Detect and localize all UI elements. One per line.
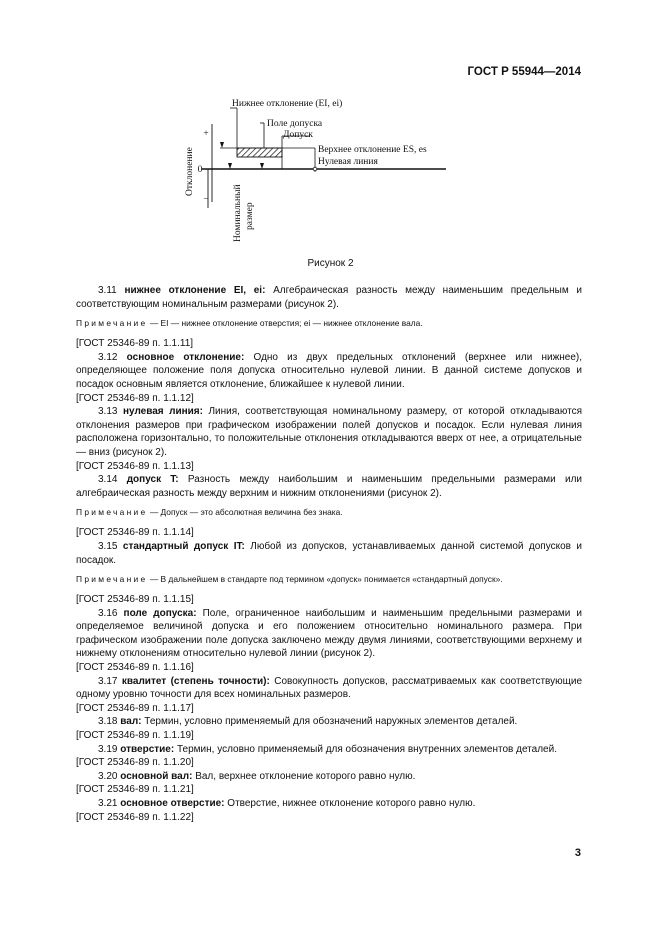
nominal-size-label-1: Номинальный xyxy=(233,184,243,242)
section-3-16: 3.16 поле допуска: Поле, ограниченное наибольшим и наименьшим предельными размерами и определяемое величиной допуска и его положением относительно номинального размера. При графическом изображении поле допуска заключено между двумя линиями, соответствующими верхнему и нижнему отклонениям относительно нулевой линии (рисунок 2). xyxy=(76,607,583,660)
section-3-13: 3.13 нулевая линия: Линия, соответствующая номинальному размеру, от которой откладываются отклонения размеров при графическом изображении полей допусков и посадок. Если нулевая линия расположена горизонтально, то положительные отклонения откладываются вверх от нее, а отрицательные — вниз (рисунок 2). xyxy=(76,406,583,458)
section-3-12: 3.12 основное отклонение: Одно из двух предельных отклонений (верхнее или нижнее), определяющее положение поля допуска относительно нулевой линии. В данной системе допусков и посадок основным является отклонение, ближайшее к нулевой линии. xyxy=(76,351,583,390)
ref-3-17: [ГОСТ 25346-89 п. 1.1.17] xyxy=(76,702,194,714)
section-3-14: 3.14 допуск T: Разность между наибольшим и наименьшим предельными размерами или алгебраическая разность между верхним и нижним отклонениями (рисунок 2). xyxy=(76,474,582,499)
ref-3-14: [ГОСТ 25346-89 п. 1.1.14] xyxy=(76,527,194,539)
ref-3-16: [ГОСТ 25346-89 п. 1.1.16] xyxy=(76,662,194,674)
ref-3-19: [ГОСТ 25346-89 п. 1.1.20] xyxy=(76,757,194,769)
tolerance-field-rect xyxy=(237,148,282,157)
page-number: 3 xyxy=(574,847,581,859)
section-3-21: 3.21 основное отверстие: Отверстие, нижнее отклонение которого равно нулю. xyxy=(98,798,476,809)
ref-3-21: [ГОСТ 25346-89 п. 1.1.22] xyxy=(76,811,194,823)
tolerance-label: Допуск xyxy=(283,130,313,140)
lower-deviation-label: Нижнее отклонение (EI, ei) xyxy=(232,99,343,109)
figure-caption: Рисунок 2 xyxy=(307,258,354,269)
document-header: ГОСТ Р 55944—2014 xyxy=(467,66,581,78)
section-3-11: 3.11 нижнее отклонение EI, ei: Алгебраическая разность между наименьшим предельным и соответствующим номинальным размерами (рисунок 2). xyxy=(76,285,582,310)
ref-3-20: [ГОСТ 25346-89 п. 1.1.21] xyxy=(76,784,194,796)
nominal-size-label-2: размер xyxy=(245,202,255,230)
upper-deviation-label: Верхнее отклонение ES, es xyxy=(318,145,427,155)
tolerance-diagram xyxy=(170,92,470,254)
zero-label: 0 xyxy=(197,165,203,175)
section-3-15: 3.15 стандартный допуск IT: Любой из допусков, устанавливаемых данной системой допусков и посадок. xyxy=(76,540,582,566)
section-3-19: 3.19 отверстие: Термин, условно применяемый для обозначения внутренних элементов деталей. xyxy=(98,743,557,755)
note-3-14: Примечание — Допуск — это абсолютная величина без знака. xyxy=(76,507,343,518)
ref-3-11: [ГОСТ 25346-89 п. 1.1.11] xyxy=(76,338,194,350)
ref-3-15: [ГОСТ 25346-89 п. 1.1.15] xyxy=(76,594,194,606)
deviation-axis-label: Отклонение xyxy=(185,147,195,196)
note-3-11: Примечание — EI — нижнее отклонение отверстия; ei — нижнее отклонение вала. xyxy=(76,318,423,329)
document-body xyxy=(76,284,582,824)
ref-3-12: [ГОСТ 25346-89 п. 1.1.12] xyxy=(76,392,194,404)
zero-line-label: Нулевая линия xyxy=(318,157,378,167)
tolerance-field-label: Поле допуска xyxy=(267,119,323,129)
note-3-15: Примечание — В дальнейшем в стандарте под термином «допуск» понимается «стандартный допуск». xyxy=(76,574,503,585)
section-3-20: 3.20 основной вал: Вал, верхнее отклонение которого равно нулю. xyxy=(98,770,416,782)
minus-label: − xyxy=(203,195,209,205)
section-3-18: 3.18 вал: Термин, условно применяемый для обозначений наружных элементов деталей. xyxy=(98,716,518,728)
section-3-17: 3.17 квалитет (степень точности): Совокупность допусков, рассматриваемых как соответствующие одному уровню точности для всех номинальных размеров. xyxy=(76,675,583,701)
ref-3-13: [ГОСТ 25346-89 п. 1.1.13] xyxy=(76,460,194,472)
plus-label: + xyxy=(203,129,209,139)
ref-3-18: [ГОСТ 25346-89 п. 1.1.19] xyxy=(76,730,194,742)
